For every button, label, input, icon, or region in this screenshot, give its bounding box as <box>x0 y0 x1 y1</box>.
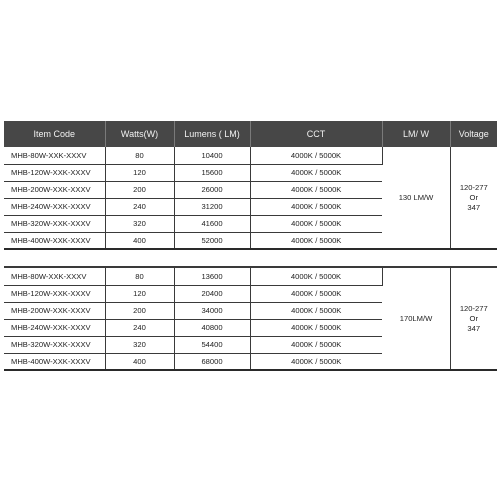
cct-cell: 4000K / 5000K <box>250 302 382 319</box>
watts-cell: 320 <box>105 215 174 232</box>
lumens-cell: 10400 <box>174 147 250 164</box>
lumens-cell: 20400 <box>174 285 250 302</box>
cct-cell: 4000K / 5000K <box>250 353 382 370</box>
lumens-cell: 15600 <box>174 164 250 181</box>
cct-cell: 4000K / 5000K <box>250 198 382 215</box>
cct-cell: 4000K / 5000K <box>250 285 382 302</box>
lumens-cell: 13600 <box>174 268 250 285</box>
lm-w-cell: 170LM/W <box>382 268 450 370</box>
voltage-range: 120-277 <box>459 182 488 192</box>
header-lm-w: LM/ W <box>382 121 450 147</box>
header-watts: Watts(W) <box>105 121 174 147</box>
item-code-cell: MHB-80W-XXK-XXXV <box>4 147 105 164</box>
header-item-code: Item Code <box>4 121 105 147</box>
cct-cell: 4000K / 5000K <box>250 319 382 336</box>
item-code-cell: MHB-400W-XXK-XXXV <box>4 353 105 370</box>
lumens-cell: 34000 <box>174 302 250 319</box>
watts-cell: 120 <box>105 285 174 302</box>
watts-cell: 320 <box>105 336 174 353</box>
watts-cell: 200 <box>105 302 174 319</box>
cct-cell: 4000K / 5000K <box>250 336 382 353</box>
lumens-cell: 54400 <box>174 336 250 353</box>
header-lumens: Lumens ( LM) <box>174 121 250 147</box>
voltage-alt: 347 <box>467 323 481 333</box>
lumens-cell: 52000 <box>174 232 250 249</box>
watts-cell: 400 <box>105 353 174 370</box>
lumens-cell: 68000 <box>174 353 250 370</box>
watts-cell: 240 <box>105 319 174 336</box>
item-code-cell: MHB-240W-XXK-XXXV <box>4 319 105 336</box>
cct-cell: 4000K / 5000K <box>250 268 382 285</box>
item-code-cell: MHB-240W-XXK-XXXV <box>4 198 105 215</box>
header-cct: CCT <box>250 121 382 147</box>
cct-cell: 4000K / 5000K <box>250 164 382 181</box>
table-row <box>4 147 497 164</box>
item-code-cell: MHB-320W-XXK-XXXV <box>4 215 105 232</box>
item-code-cell: MHB-80W-XXK-XXXV <box>4 268 105 285</box>
item-code-cell: MHB-120W-XXK-XXXV <box>4 164 105 181</box>
watts-cell: 240 <box>105 198 174 215</box>
voltage-cell <box>450 147 497 249</box>
spec-table-130lmw <box>4 121 497 250</box>
lumens-cell: 40800 <box>174 319 250 336</box>
spec-table-170lmw <box>4 268 497 371</box>
voltage-range: 120-277 <box>459 303 488 313</box>
watts-cell: 120 <box>105 164 174 181</box>
voltage-or: Or <box>469 313 478 323</box>
header-voltage: Voltage <box>450 121 497 147</box>
item-code-cell: MHB-200W-XXK-XXXV <box>4 181 105 198</box>
watts-cell: 400 <box>105 232 174 249</box>
lm-w-cell: 130 LM/W <box>382 147 450 249</box>
item-code-cell: MHB-200W-XXK-XXXV <box>4 302 105 319</box>
watts-cell: 80 <box>105 268 174 285</box>
cct-cell: 4000K / 5000K <box>250 232 382 249</box>
table-header-row <box>4 121 497 147</box>
table-row <box>4 268 497 285</box>
cct-cell: 4000K / 5000K <box>250 147 382 164</box>
watts-cell: 200 <box>105 181 174 198</box>
cct-cell: 4000K / 5000K <box>250 181 382 198</box>
item-code-cell: MHB-120W-XXK-XXXV <box>4 285 105 302</box>
watts-cell: 80 <box>105 147 174 164</box>
item-code-cell: MHB-320W-XXK-XXXV <box>4 336 105 353</box>
lumens-cell: 41600 <box>174 215 250 232</box>
voltage-or: Or <box>469 192 478 202</box>
lumens-cell: 26000 <box>174 181 250 198</box>
voltage-alt: 347 <box>467 202 481 212</box>
lumens-cell: 31200 <box>174 198 250 215</box>
voltage-cell <box>450 268 497 370</box>
item-code-cell: MHB-400W-XXK-XXXV <box>4 232 105 249</box>
cct-cell: 4000K / 5000K <box>250 215 382 232</box>
